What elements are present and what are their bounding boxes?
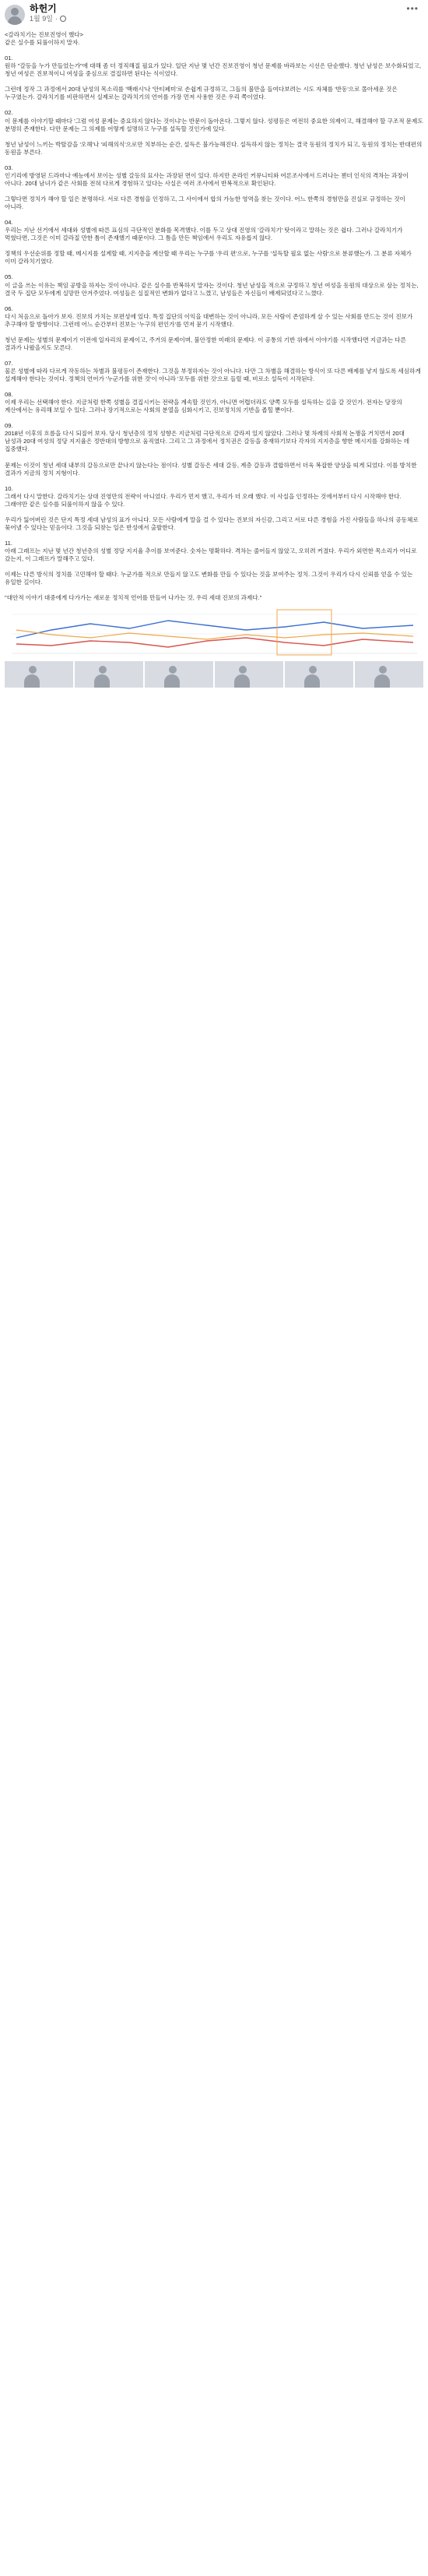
- trend-graph: [5, 607, 423, 661]
- photo-thumbnail[interactable]: [355, 661, 423, 688]
- post-header: [5, 0, 423, 31]
- author-info: [30, 3, 66, 23]
- photo-thumbnail[interactable]: [5, 661, 73, 688]
- photo-thumbnail[interactable]: [285, 661, 353, 688]
- author-avatar[interactable]: [5, 5, 25, 25]
- photo-thumbnail[interactable]: [145, 661, 213, 688]
- photo-thumbnail[interactable]: [215, 661, 283, 688]
- facebook-post: [0, 0, 428, 688]
- post-date[interactable]: 1월 9일: [30, 15, 53, 23]
- author-name[interactable]: 하헌기: [30, 3, 57, 14]
- post-figure[interactable]: [5, 607, 423, 688]
- globe-icon: [60, 16, 66, 22]
- more-options-icon[interactable]: •••: [406, 3, 419, 14]
- post-meta: 1월 9일 ·: [30, 14, 66, 23]
- photo-thumbnail[interactable]: [75, 661, 143, 688]
- post-body: <갈라치기는 진보진영이 했다> 같은 실수를 되풀이하지 말자. 01. 원하 "갈등을 누가 만들었는가"에 대해 좀 더 정직해질 필요가 있다. 일단 지난 몇 년간 진보진영이 청년 문제를 바라보는 시선은 단순했다. 청년 남성은 보수화되었고, 청년 여성은 진보적이니 여성을 중심으로 결집하면 된다는 식이었다. 그런데 정작 그 과정에서 20대 남성의 목소리를 '백래시'나 '안티페미'로 손쉽게 규정하고, 그들의 불만을 들여다보려는 시도 자체를 '반동'으로 몰아세운 것은 누구였는가. 갈라치기를 비판하면서 실제로는 갈라치기의 언어를 가장 먼저 사용한 것은 우리 쪽이었다. 02. 이 문제를 이야기할 때마다 '그럼 여성 문제는 중요하지 않다는 것이냐'는 반문이 돌아온다. 그렇지 않다. 성평등은 여전히 중요한 의제이고, 해결해야 할 구조적 문제도 분명히 존재한다. 다만 문제는 그 의제를 어떻게 설명하고 누구를 설득할 것인가에 있다. 청년 남성이 느끼는 박탈감을 '오해'나 '피해의식'으로만 치부하는 순간, 설득은 불가능해진다. 설득하지 않는 정치는 결국 동원의 정치가 되고, 동원의 정치는 반대편의 동원을 부른다. 03. 인기리에 방영된 드라마나 예능에서 보이는 성별 갈등의 묘사는 과장된 면이 있다. 하지만 온라인 커뮤니티와 여론조사에서 드러나는 젠더 인식의 격차는 과장이 아니다. 20대 남녀가 같은 사회를 전혀 다르게 경험하고 있다는 사실은 여러 조사에서 반복적으로 확인된다. 그렇다면 정치가 해야 할 일은 분명하다. 서로 다른 경험을 인정하고, 그 사이에서 합의 가능한 영역을 찾는 것이다. 어느 한쪽의 경험만을 진실로 규정하는 것이 아니라. 04. 우리는 지난 선거에서 세대와 성별에 따른 표심의 극단적인 분화를 목격했다. 이를 두고 상대 진영의 '갈라치기' 탓이라고 말하는 것은 쉽다. 그러나 갈라치기가 먹혔다면, 그것은 이미 갈라질 만한 틈이 존재했기 때문이다. 그 틈을 만든 책임에서 우리도 자유롭지 않다. 정책의 우선순위를 정할 때, 메시지를 설계할 때, 지지층을 계산할 때 우리는 누구를 '우리 편'으로, 누구를 '설득할 필요 없는 사람'으로 분류했는가. 그 분류 자체가 이미 갈라치기였다. 05. 이 글을 쓰는 이유는 책임 공방을 하자는 것이 아니다. 같은 실수를 반복하지 말자는 것이다. 청년 남성을 적으로 규정하고 청년 여성을 동원의 대상으로 삼는 정치는, 결국 두 집단 모두에게 실망만 안겨주었다. 여성들은 실질적인 변화가 없다고 느꼈고, 남성들은 자신들이 배제되었다고 느꼈다. 06. 다시 처음으로 돌아가 보자. 진보의 가치는 보편성에 있다. 특정 집단의 이익을 대변하는 것이 아니라, 모든 사람이 존엄하게 살 수 있는 사회를 만드는 것이 진보가 추구해야 할 방향이다. 그런데 어느 순간부터 진보는 '누구의 편인가'를 먼저 묻기 시작했다. 청년 문제는 성별의 문제이기 이전에 일자리의 문제이고, 주거의 문제이며, 불안정한 미래의 문제다. 이 공통의 기반 위에서 이야기를 시작했다면 지금과는 다른 결과가 나왔을지도 모른다. 07. 물론 성별에 따라 다르게 작동하는 차별과 불평등이 존재한다. 그것을 부정하자는 것이 아니다. 다만 그 차별을 해결하는 방식이 또 다른 배제를 낳지 않도록 세심하게 설계해야 한다는 것이다. 정책의 언어가 '누군가를 위한 것'이 아니라 '모두를 위한 것'으로 들릴 때, 비로소 설득이 시작된다. 08. 이제 우리는 선택해야 한다. 지금처럼 한쪽 성별을 결집시키는 전략을 계속할 것인가, 아니면 어렵더라도 양쪽 모두를 설득하는 길을 갈 것인가. 전자는 당장의 계산에서는 유리해 보일 수 있다. 그러나 장기적으로는 사회의 분열을 심화시키고, 진보정치의 기반을 좁힐 뿐이다. 09. 2018년 이후의 흐름을 다시 되짚어 보자. 당시 청년층의 정치 성향은 지금처럼 극단적으로 갈라져 있지 않았다. 그러나 몇 차례의 사회적 논쟁을 거치면서 20대 남성과 20대 여성의 정당 지지율은 정반대의 방향으로 움직였다. 그리고 그 과정에서 정치권은 갈등을 중재하기보다 각자의 지지층을 향한 메시지를 강화하는 데 집중했다. 문제는 이것이 청년 세대 내부의 갈등으로만 끝나지 않는다는 점이다. 성별 갈등은 세대 갈등, 계층 갈등과 결합하면서 더욱 복잡한 양상을 띠게 되었다. 이를 방치한 결과가 지금의 정치 지형이다. 10. 그래서 다시 말한다. 갈라치기는 상대 진영만의 전략이 아니었다. 우리가 먼저 했고, 우리가 더 오래 했다. 이 사실을 인정하는 것에서부터 다시 시작해야 한다. 그래야만 같은 실수를 되풀이하지 않을 수 있다. 우리가 잃어버린 것은 단지 특정 세대 남성의 표가 아니다. 모든 사람에게 말을 걸 수 있다는 진보의 자신감, 그리고 서로 다른 경험을 가진 사람들을 하나의 공동체로 묶어낼 수 있다는 믿음이다. 그것을 되찾는 일은 반성에서 출발한다. 11. 아래 그래프는 지난 몇 년간 청년층의 성별 정당 지지율 추이를 보여준다. 숫자는 명확하다. 격차는 줄어들지 않았고, 오히려 커졌다. 우리가 외면한 목소리가 어디로 갔는지, 이 그래프가 말해주고 있다. 이제는 다른 방식의 정치를 고민해야 할 때다. 누군가를 적으로 만들지 않고도 변화를 만들 수 있다는 것을 보여주는 정치. 그것이 우리가 다시 신뢰를 얻을 수 있는 유일한 길이다. "대안적 이야기 대중에게 다가가는 새로운 정치적 언어를 만들어 나가는 것, 우리 세대 진보의 과제다.": [5, 31, 423, 602]
- photo-strip: [5, 661, 423, 688]
